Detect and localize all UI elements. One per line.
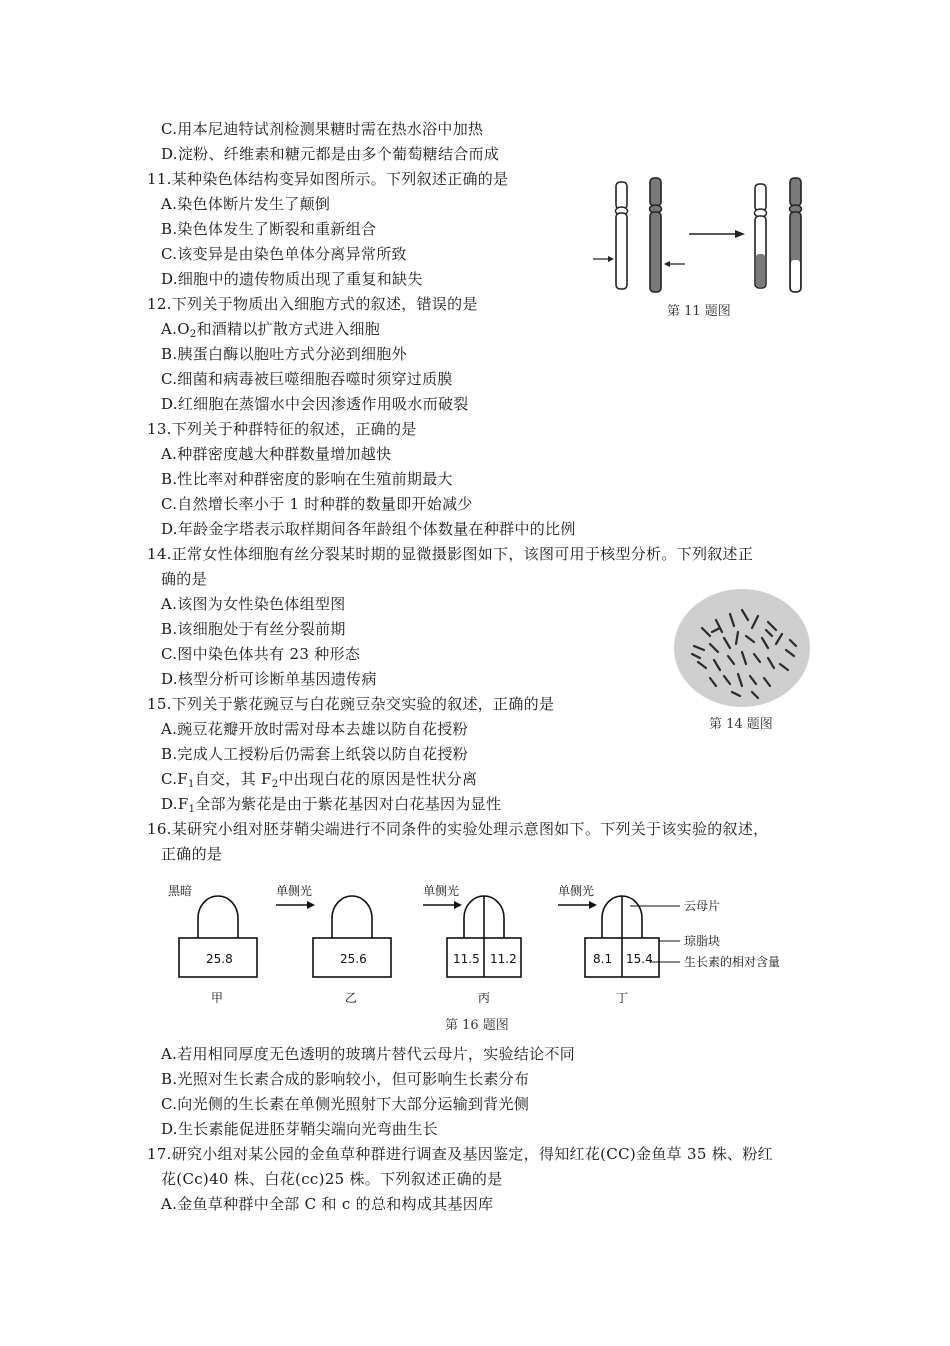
legend-agar-block: 琼脂块 — [684, 934, 721, 948]
question-16-stem: 16.某研究小组对胚芽鞘尖端进行不同条件的实验处理示意图如下。下列关于该实验的叙述， — [147, 820, 769, 838]
q16-option-a: A.若用相同厚度无色透明的玻璃片替代云母片，实验结论不同 — [161, 1045, 576, 1063]
question-12-stem: 12.下列关于物质出入细胞方式的叙述，错误的是 — [147, 295, 478, 313]
legend-mica: 云母片 — [684, 899, 721, 913]
option-c: C.用本尼迪特试剂检测果糖时需在热水浴中加热 — [161, 120, 484, 138]
question-13-stem: 13.下列关于种群特征的叙述，正确的是 — [147, 420, 417, 438]
option-d: D.淀粉、纤维素和糖元都是由多个葡萄糖结合而成 — [161, 145, 500, 163]
q11-option-c: C.该变异是由染色单体分离异常所致 — [161, 245, 407, 263]
q14-option-d: D.核型分析可诊断单基因遗传病 — [161, 670, 377, 688]
q16-option-b: B.光照对生长素合成的影响较小，但可影响生长素分布 — [161, 1070, 530, 1088]
q11-chromosome-figure — [585, 172, 815, 297]
q13-option-b: B.性比率对种群密度的影响在生殖前期最大 — [161, 470, 453, 488]
condition-label: 黑暗 — [168, 884, 193, 898]
condition-label: 单侧光 — [276, 884, 313, 898]
auxin-value: 25.6 — [340, 952, 367, 966]
q11-figure-caption: 第 11 题图 — [667, 304, 731, 319]
q16-option-d: D.生长素能促进胚芽鞘尖端向光弯曲生长 — [161, 1120, 438, 1138]
q13-option-d: D.年龄金字塔表示取样期间各年龄组个体数量在种群中的比例 — [161, 520, 576, 538]
auxin-value: 25.8 — [206, 952, 233, 966]
auxin-value: 15.4 — [626, 952, 653, 966]
question-17-stem: 17.研究小组对某公园的金鱼草种群进行调查及基因鉴定，得知红花(CC)金鱼草 35 株、粉红 — [147, 1145, 773, 1163]
question-17-stem-cont: 花(Cc)40 株、白花(cc)25 株。下列叙述正确的是 — [161, 1170, 503, 1188]
q11-option-b: B.染色体发生了断裂和重新组合 — [161, 220, 377, 238]
q14-option-c: C.图中染色体共有 23 种形态 — [161, 645, 361, 663]
q12-option-b: B.胰蛋白酶以胞吐方式分泌到细胞外 — [161, 345, 407, 363]
question-14-stem-cont: 确的是 — [161, 570, 207, 588]
condition-label: 单侧光 — [423, 884, 460, 898]
q15-option-a: A.豌豆花瓣开放时需对母本去雄以防自花授粉 — [161, 720, 468, 738]
q11-option-a: A.染色体断片发生了颠倒 — [161, 195, 331, 213]
question-11-stem: 11.某种染色体结构变异如图所示。下列叙述正确的是 — [147, 170, 509, 188]
question-15-stem: 15.下列关于紫花豌豆与白花豌豆杂交实验的叙述，正确的是 — [147, 695, 555, 713]
q11-option-d: D.细胞中的遗传物质出现了重复和缺失 — [161, 270, 423, 288]
group-label: 丁 — [616, 991, 629, 1005]
q16-option-c: C.向光侧的生长素在单侧光照射下大部分运输到背光侧 — [161, 1095, 530, 1113]
q14-figure-caption: 第 14 题图 — [709, 717, 773, 732]
q14-option-b: B.该细胞处于有丝分裂前期 — [161, 620, 346, 638]
q12-option-d: D.红细胞在蒸馏水中会因渗透作用吸水而破裂 — [161, 395, 469, 413]
group-label: 甲 — [211, 991, 224, 1005]
q15-option-d: $D.F_1$全部为紫花是由于紫花基因对白花基因为显性 — [161, 795, 502, 815]
q13-option-a: A.种群密度越大种群数量增加越快 — [161, 445, 392, 463]
q15-option-c: $C.F_1$自交，其 $F_2$中出现白花的原因是性状分离 — [161, 770, 478, 790]
q13-option-c: C.自然增长率小于 1 时种群的数量即开始减少 — [161, 495, 473, 513]
group-label: 丙 — [478, 991, 491, 1005]
legend-auxin-content: 生长素的相对含量 — [684, 955, 781, 969]
auxin-value: 11.2 — [490, 952, 517, 966]
question-14-stem: 14.正常女性体细胞有丝分裂某时期的显微摄影图如下，该图可用于核型分析。下列叙述正 — [147, 545, 754, 563]
q12-option-a: $A.O_2$和酒精以扩散方式进入细胞 — [161, 320, 381, 340]
group-label: 乙 — [345, 991, 358, 1005]
condition-label: 单侧光 — [558, 884, 595, 898]
auxin-value: 11.5 — [453, 952, 480, 966]
q15-option-b: B.完成人工授粉后仍需套上纸袋以防自花授粉 — [161, 745, 469, 763]
auxin-value: 8.1 — [593, 952, 613, 966]
q14-karyotype-micrograph — [672, 588, 812, 708]
question-16-stem-cont: 正确的是 — [161, 845, 223, 863]
q12-option-c: C.细菌和病毒被巨噬细胞吞噬时须穿过质膜 — [161, 370, 453, 388]
q16-coleoptile-figure — [160, 878, 810, 1008]
q17-option-a: A.金鱼草种群中全部 C 和 c 的总和构成其基因库 — [161, 1195, 494, 1213]
q16-figure-caption: 第 16 题图 — [445, 1018, 509, 1033]
q14-option-a: A.该图为女性染色体组型图 — [161, 595, 346, 613]
